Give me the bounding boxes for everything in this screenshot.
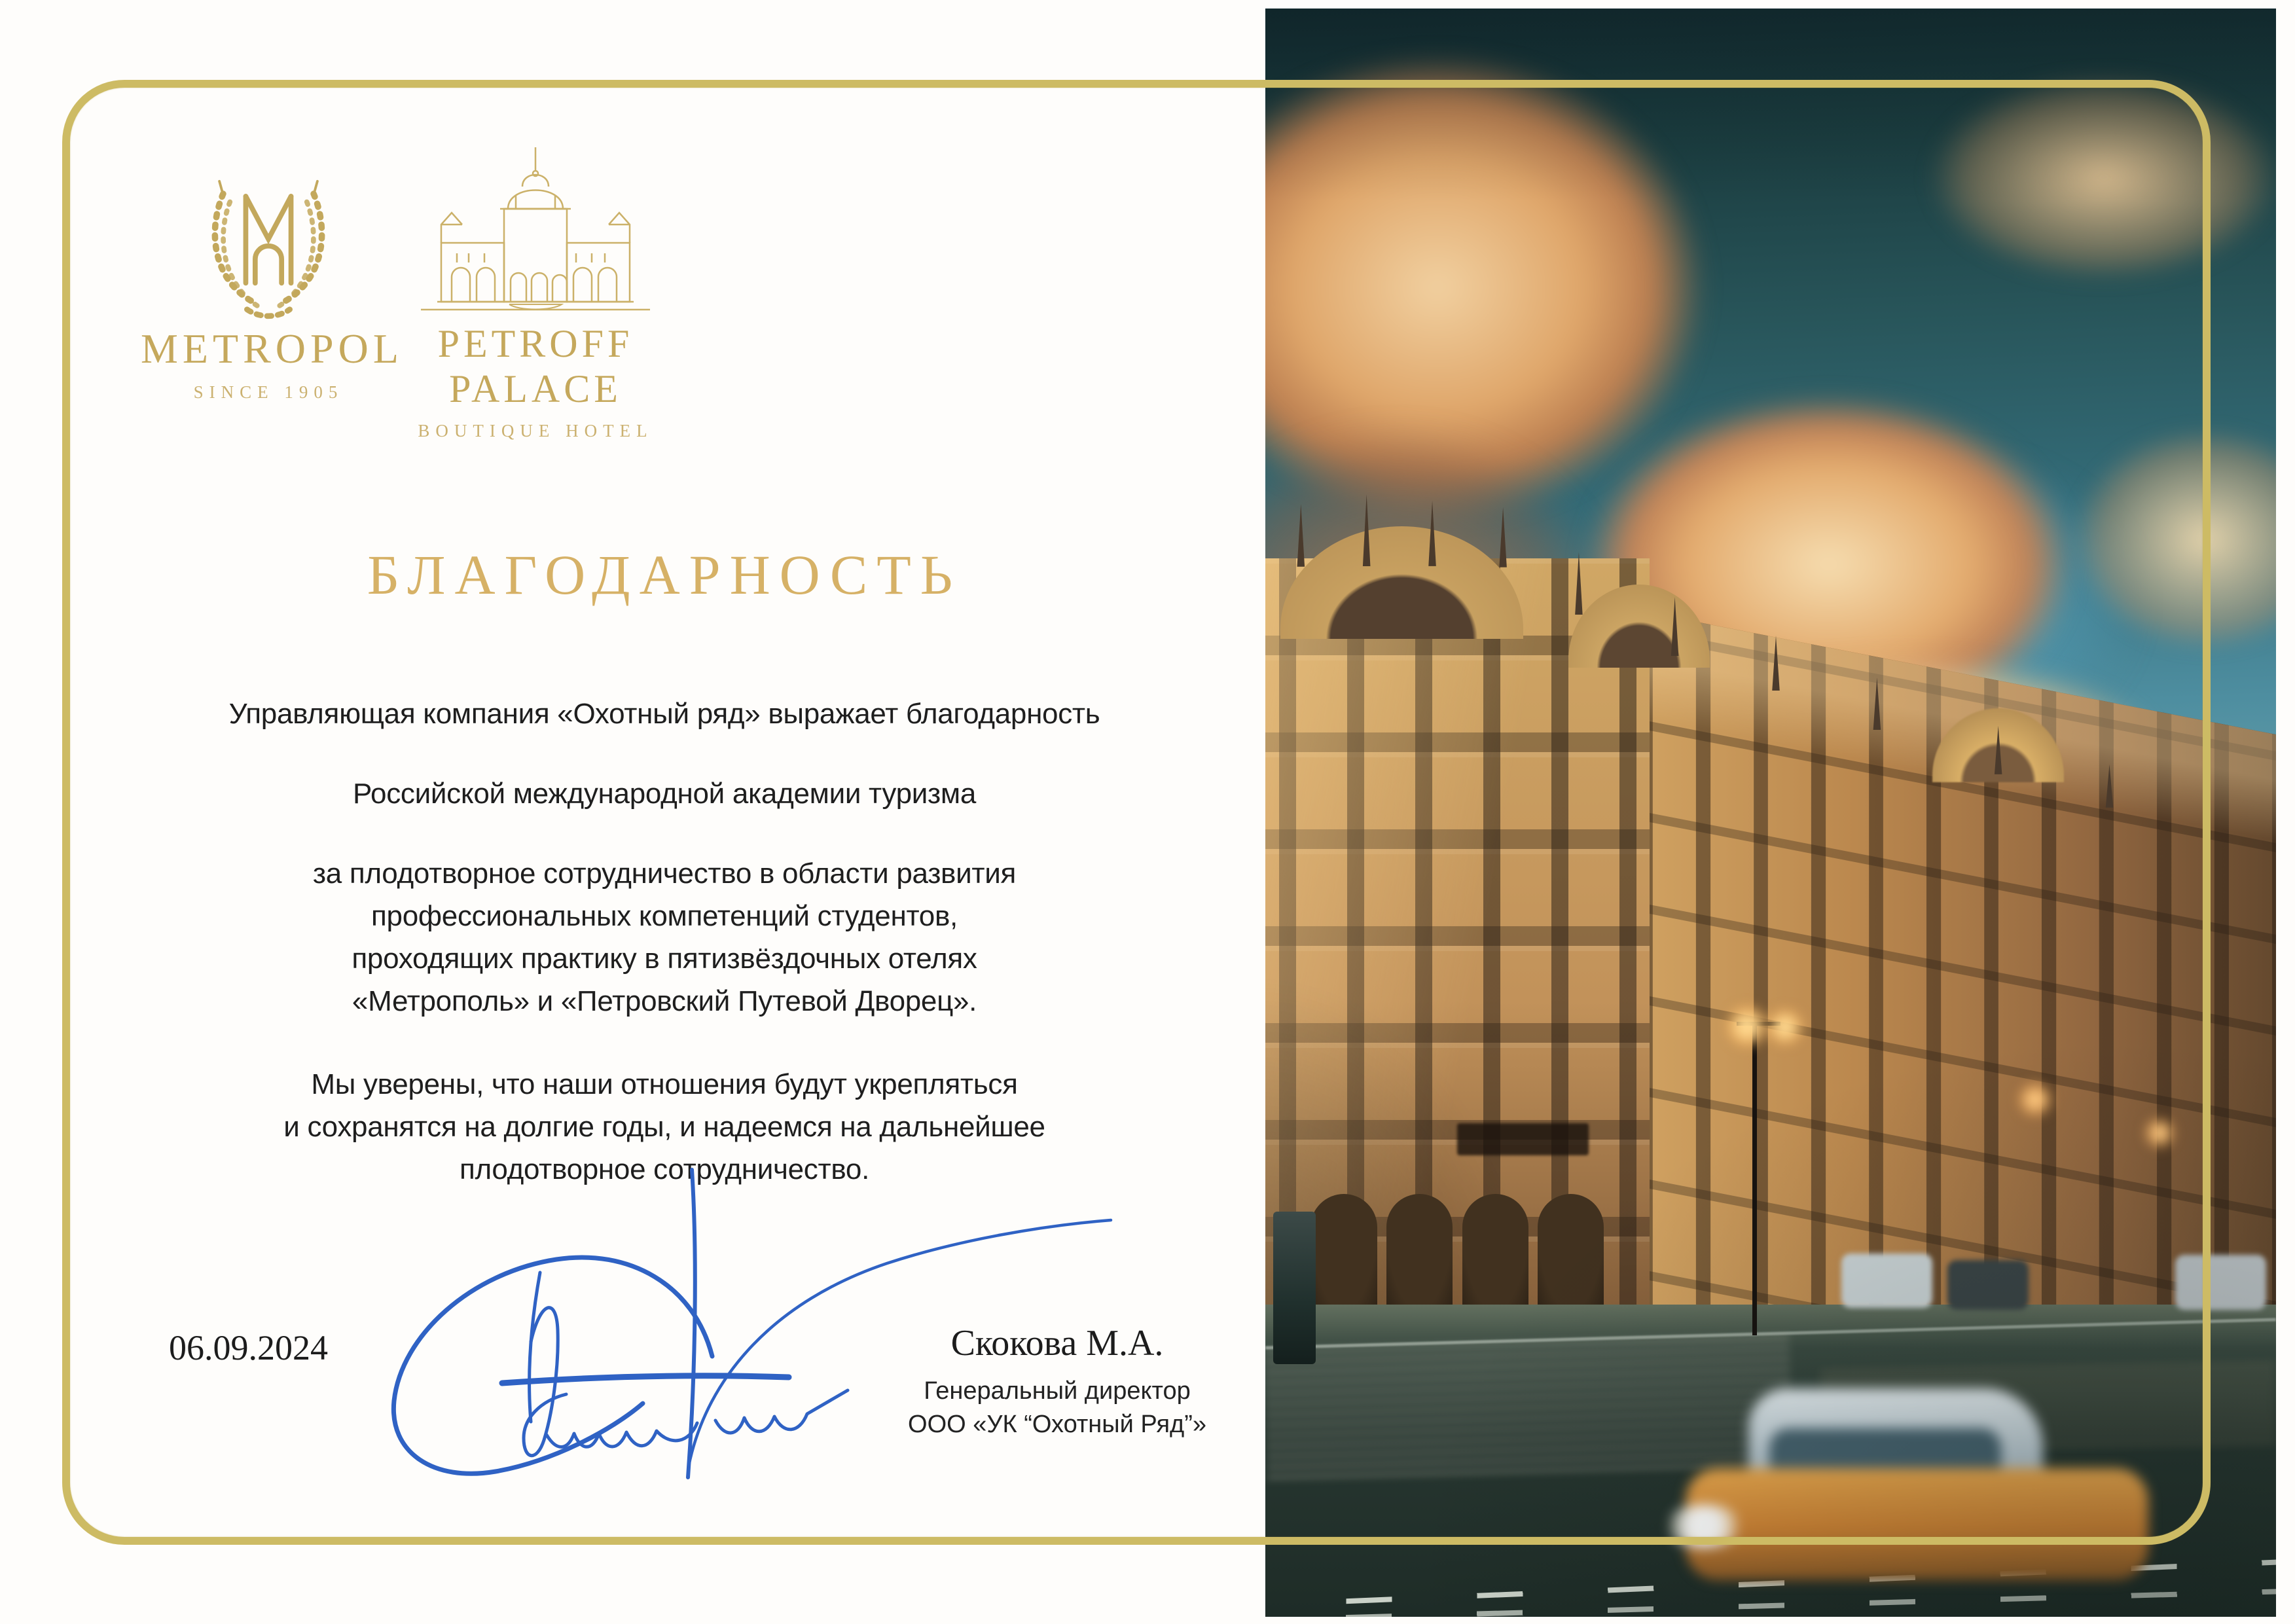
petroff-logo-name: PETROFF PALACE: [437, 322, 634, 410]
body-line: Мы уверены, что наши отношения будут укрепляться: [311, 1068, 1018, 1100]
body-line: плодотворное сотрудничество.: [459, 1153, 870, 1185]
paragraph-2: [108, 772, 1221, 815]
body-line: проходящих практику в пятизвёздочных отелях: [352, 943, 977, 975]
signer-name: Скокова М.А.: [950, 1323, 1164, 1363]
certificate-date: 06.09.2024: [169, 1328, 328, 1367]
paragraph-1: [108, 693, 1221, 735]
signer-company: ООО «УК “Охотный Ряд”»: [908, 1411, 1206, 1438]
body-line: профессиональных компетенций студентов,: [371, 900, 958, 932]
petroff-palace-building-icon: [411, 141, 660, 319]
body-line: за плодотворное сотрудничество в области развития: [312, 857, 1017, 890]
signer-position: Генеральный директор: [924, 1377, 1191, 1405]
petroff-logo-tagline: BOUTIQUE HOTEL: [418, 421, 653, 441]
petroff-palace-logo: [398, 141, 673, 441]
body-line: «Метрополь» и «Петровский Путевой Дворец».: [352, 985, 977, 1017]
certificate-title: БЛАГОДАРНОСТЬ: [367, 543, 962, 606]
body-line: Российской международной академии туризма: [352, 778, 977, 810]
metropol-logo-tagline: SINCE 1905: [193, 382, 344, 402]
metropol-logo: [141, 164, 403, 403]
body-line: и сохранятся на долгие годы, и надеемся на дальнейшее: [283, 1111, 1045, 1143]
metropol-logo-name: METROPOL: [141, 325, 403, 372]
signature-ink: [331, 1160, 1116, 1487]
body-line: Управляющая компания «Охотный ряд» выражает благодарность: [228, 698, 1100, 730]
metropol-monogram-laurel-icon: [187, 164, 350, 321]
paragraph-3: [108, 852, 1221, 1022]
